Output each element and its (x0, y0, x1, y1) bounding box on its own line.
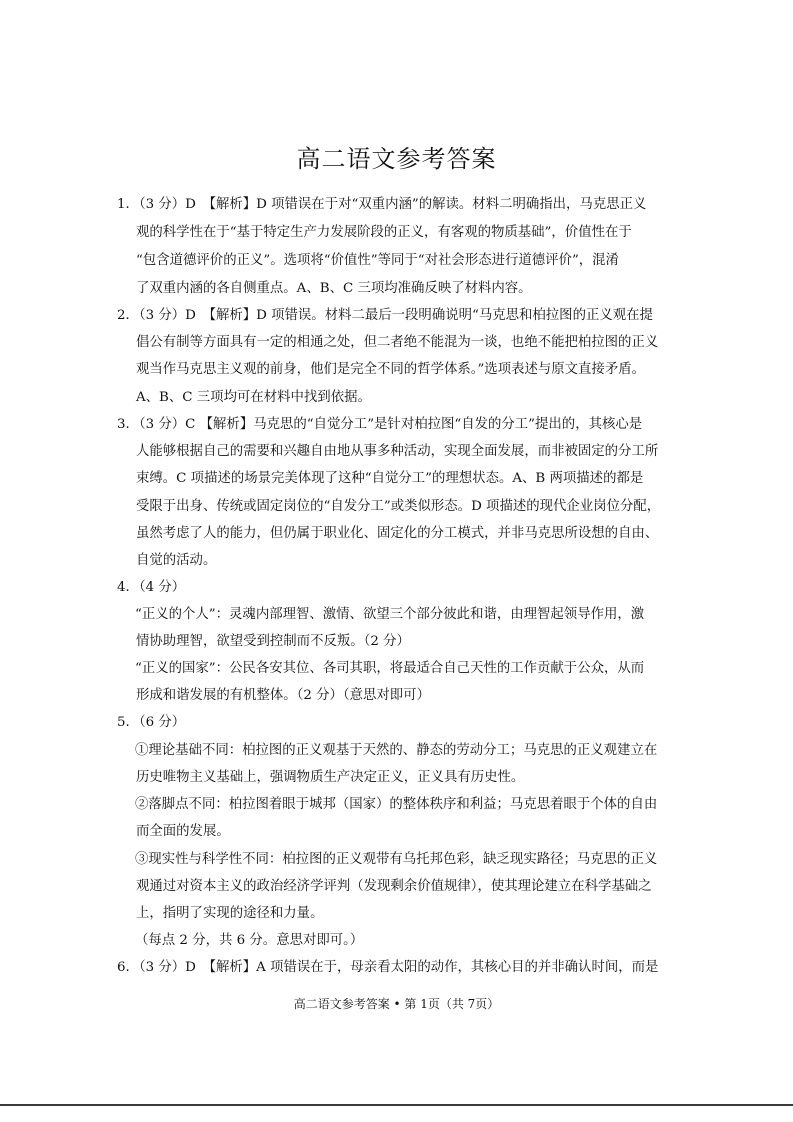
q3-answer-line-4: 受限于出身、传统或固定岗位的“自发分工”或类似形态。D 项描述的现代企业岗位分配， (136, 499, 661, 514)
q5-scoring-note: （每点 2 分，共 6 分。意思对即可。） (135, 933, 364, 948)
q5-point-2-line-2: 而全面的发展。 (136, 824, 230, 839)
q1-answer-line-2: 观的科学性在于“基于特定生产力发展阶段的正义，有客观的物质基础”，价值性在于 (136, 225, 632, 240)
q1-answer-line-4: 了双重内涵的各自侧重点。A、B、C 三项均准确反映了材料内容。 (136, 281, 532, 296)
q2-answer-line-1: 2．（3 分）D 【解析】D 项错误。材料二最后一段明确说明“马克思和柏拉图的正义观在提 (117, 308, 653, 323)
q5-point-3-line-1: ③现实性与科学性不同：柏拉图的正义观带有乌托邦色彩，缺乏现实路径；马克思的正义 (135, 852, 658, 867)
q3-answer-line-3: 束缚。C 项描述的场景完美体现了这种“自觉分工”的理想状态。A、B 两项描述的都是 (136, 471, 644, 486)
q1-answer-line-3: “包含道德评价的正义”。选项将“价值性”等同于“对社会形态进行道德评价”，混淆 (136, 253, 619, 268)
q4-heading: 4．（4 分） (117, 580, 186, 595)
q5-point-3-line-3: 上，指明了实现的途径和力量。 (136, 906, 324, 921)
q3-answer-line-1: 3．（3 分）C 【解析】马克思的“自觉分工”是针对柏拉图“自发的分工”提出的，其核心是 (117, 417, 643, 432)
q3-answer-line-2: 人能够根据自己的需要和兴趣自由地从事多种活动，实现全面发展，而非被固定的分工所 (136, 444, 659, 459)
q5-point-2-line-1: ②落脚点不同：柏拉图着眼于城邦（国家）的整体秩序和利益；马克思着眼于个体的自由 (135, 797, 658, 812)
q3-answer-line-6: 自觉的活动。 (136, 553, 217, 568)
q2-answer-line-2: 倡公有制等方面具有一定的相通之处，但二者绝不能混为一谈，也绝不能把柏拉图的正义 (136, 335, 659, 350)
q6-answer-line-1: 6．（3 分）D 【解析】A 项错误在于，母亲看太阳的动作，其核心目的并非确认时间，而是 (117, 960, 659, 975)
q5-point-3-line-2: 观通过对资本主义的政治经济学评判（发现剩余价值规律），使其理论建立在科学基础之 (136, 879, 652, 894)
q5-heading: 5．（6 分） (117, 715, 186, 730)
q2-answer-line-4: A、B、C 三项均可在材料中找到依据。 (136, 390, 371, 405)
q4-answer-line-1: “正义的个人”：灵魂内部理智、激情、欲望三个部分彼此和谐，由理智起领导作用，激 (135, 607, 645, 622)
q2-answer-line-3: 观当作马克思主义观的前身，他们是完全不同的哲学体系。”选项表述与原文直接矛盾。 (136, 362, 645, 377)
q4-answer-line-4: 形成和谐发展的有机整体。（2 分）（意思对即可） (136, 688, 430, 703)
q3-answer-line-5: 虽然考虑了人的能力，但仍属于职业化、固定化的分工模式，并非马克思所设想的自由、 (136, 526, 659, 541)
q5-point-1-line-2: 历史唯物主义基础上，强调物质生产决定正义，正义具有历史性。 (136, 770, 525, 785)
q4-answer-line-3: “正义的国家”：公民各安其位、各司其职，将最适合自己天性的工作贡献于公众，从而 (135, 661, 645, 676)
q5-point-1-line-1: ①理论基础不同：柏拉图的正义观基于天然的、静态的劳动分工；马克思的正义观建立在 (135, 743, 658, 758)
bottom-divider (0, 1104, 793, 1106)
q1-answer-line-1: 1．（3 分）D 【解析】D 项错误在于对“双重内涵”的解读。材料二明确指出，马克思正义 (117, 197, 647, 212)
q4-answer-line-2: 情协助理智，欲望受到控制而不反叛。（2 分） (136, 634, 410, 649)
page-footer: 高二语文参考答案 • 第 1页（共 7页） (293, 997, 500, 1011)
page-title: 高二语文参考答案 (296, 145, 497, 173)
